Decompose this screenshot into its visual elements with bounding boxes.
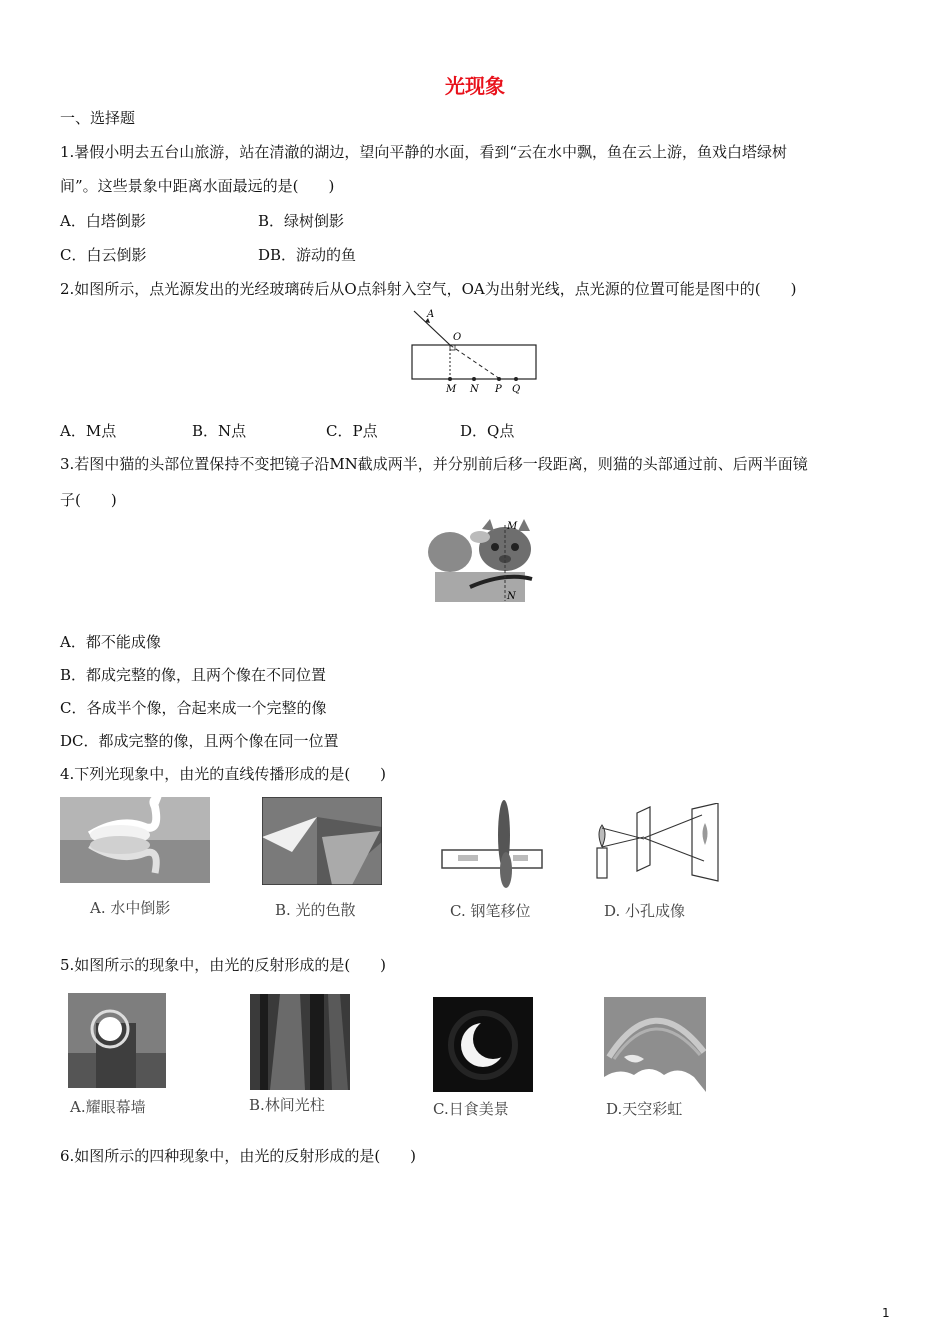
q5-caption-b: B.林间光柱 — [249, 1096, 325, 1114]
q5-image-curtain-wall — [68, 993, 166, 1088]
dashed-ray — [450, 345, 500, 379]
q1-option-c: C．白云倒影 — [60, 246, 147, 264]
glass-brick — [412, 345, 536, 379]
q5-caption-d: D.天空彩虹 — [606, 1100, 683, 1118]
q4-stem-line1: 4.下列光现象中，由光的直线传播形成的是( ) — [60, 765, 387, 783]
q5-image-forest-beams — [250, 994, 350, 1090]
label-p: P — [495, 384, 502, 395]
label-a: A — [427, 309, 435, 320]
q3-option-d: DC．都成完整的像，且两个像在同一位置 — [60, 732, 339, 750]
q3-option-a: A．都不能成像 — [60, 633, 161, 651]
q4-caption-a: A. 水中倒影 — [90, 899, 171, 917]
q4-image-pinhole — [592, 803, 722, 888]
q4-image-swan — [60, 797, 210, 883]
q1-option-d: DB．游动的鱼 — [258, 246, 357, 264]
q5-caption-a: A.耀眼幕墙 — [70, 1098, 146, 1116]
q3-stem-line2: 子( ) — [60, 491, 117, 509]
point-q — [514, 377, 518, 381]
q4-caption-d: D. 小孔成像 — [604, 902, 686, 920]
q2-glass-brick-figure — [400, 303, 550, 398]
q2-option-a: A．M点 — [60, 422, 117, 440]
label-n: N — [470, 384, 479, 395]
label-q: Q — [512, 384, 521, 395]
q1-option-b: B．绿树倒影 — [258, 212, 345, 230]
label-o: O — [453, 332, 462, 343]
q3-option-c: C．各成半个像，合起来成一个完整的像 — [60, 699, 327, 717]
q3-stem-line1: 3.若图中猫的头部位置保持不变把镜子沿MN截成两半，并分别前后移一段距离，则猫的头部通过前、后两半面镜 — [60, 455, 808, 473]
q2-option-b: B．N点 — [192, 422, 247, 440]
point-m — [448, 377, 452, 381]
q2-option-d: D．Q点 — [460, 422, 515, 440]
q3-cat-mirror-figure — [420, 517, 535, 605]
q2-stem-line1: 2.如图所示，点光源发出的光经玻璃砖后从O点斜射入空气，OA为出射光线，点光源的位置可能是图中的( ) — [60, 280, 797, 298]
q4-image-dispersion — [262, 797, 382, 885]
q4-caption-b: B. 光的色散 — [275, 901, 356, 919]
q6-stem-line1: 6.如图所示的四种现象中，由光的反射形成的是( ) — [60, 1147, 417, 1165]
q5-image-rainbow — [604, 997, 706, 1092]
label-m: M — [507, 521, 518, 532]
q1-stem-line2: 间”。这些景象中距离水面最远的是( ) — [60, 177, 335, 195]
point-p — [497, 377, 501, 381]
section-heading: 一、选择题 — [60, 109, 136, 127]
point-n — [472, 377, 476, 381]
q1-stem-line1: 1.暑假小明去五台山旅游，站在清澈的湖边，望向平静的水面，看到“云在水中飘，鱼在云上游，鱼戏白塔绿树 — [60, 143, 787, 161]
q4-caption-c: C. 钢笔移位 — [450, 902, 531, 920]
q5-caption-c: C.日食美景 — [433, 1100, 509, 1118]
q5-image-eclipse — [433, 997, 533, 1092]
label-m: M — [446, 384, 457, 395]
page-title: 光现象 — [445, 74, 505, 98]
label-n: N — [507, 591, 516, 602]
page-number: 1 — [882, 1306, 890, 1320]
q4-image-pen-shift — [438, 800, 548, 890]
q1-option-a: A．白塔倒影 — [60, 212, 146, 230]
q3-option-b: B．都成完整的像，且两个像在不同位置 — [60, 666, 327, 684]
q2-option-c: C．P点 — [326, 422, 378, 440]
q5-stem-line1: 5.如图所示的现象中，由光的反射形成的是( ) — [60, 956, 387, 974]
